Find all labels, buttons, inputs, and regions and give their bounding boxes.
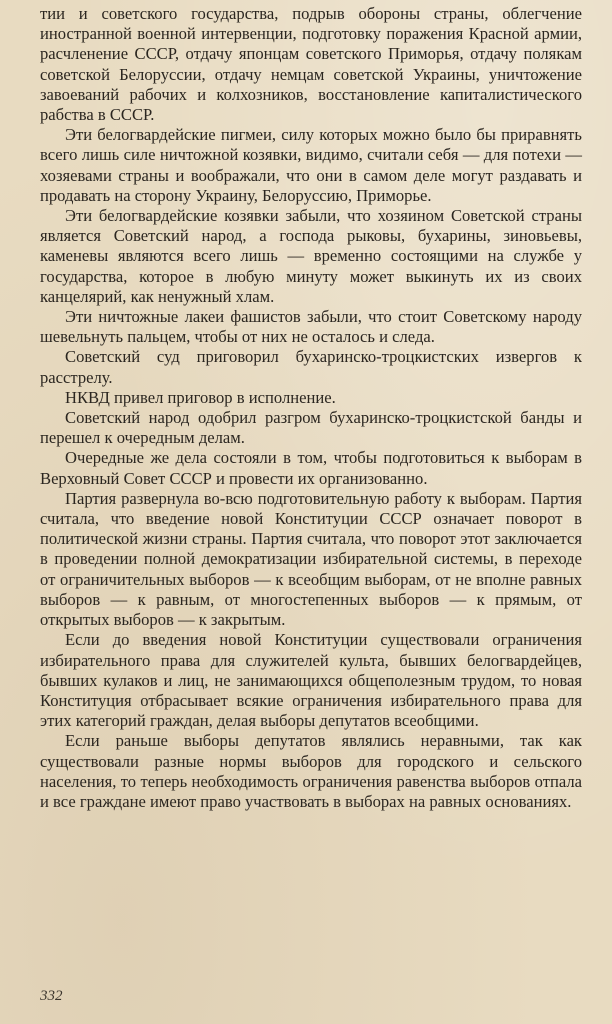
paragraph: Советский суд приговорил бухаринско-троцкистских извергов к расстрелу.	[40, 347, 582, 387]
paragraph: Советский народ одобрил разгром бухаринско-троцкистской банды и перешел к очередным делам.	[40, 408, 582, 448]
paragraph: тии и советского государства, подрыв обороны страны, облегчение иностранной военной интервенции, подготовку поражения Красной армии, расчленение СССР, отдачу японцам советского Приморья, отдачу полякам советской Белоруссии, отдачу немцам советской Украины, уничтожение завоеваний рабочих и колхозников, восстановление капиталистического рабства в СССР.	[40, 4, 582, 125]
paragraph: Партия развернула во-всю подготовительную работу к выборам. Партия считала, что введение новой Конституции СССР означает поворот в политической жизни страны. Партия считала, что поворот этот заключается в проведении полной демократизации избирательной системы, в переходе от ограничительных выборов — к всеобщим выборам, от не вполне равных выборов — к равным, от многостепенных выборов — к прямым, от открытых выборов — к закрытым.	[40, 488, 582, 630]
paragraph: Эти белогвардейские козявки забыли, что хозяином Советской страны является Советский народ, а господа рыковы, бухарины, зиновьевы, каменевы являются всего лишь — временно состоящими на службе у государства, которое в любую минуту может выкинуть их из своих канцелярий, как ненужный хлам.	[40, 206, 582, 306]
paragraph: Очередные же дела состояли в том, чтобы подготовиться к выборам в Верховный Совет СССР и провести их организованно.	[40, 448, 582, 488]
paragraph: НКВД привел приговор в исполнение.	[65, 387, 336, 407]
page-number: 332	[40, 988, 63, 1004]
paragraph: Если до введения новой Конституции существовали ограничения избирательного права для служителей культа, бывших белогвардейцев, бывших кулаков и лиц, не занимающихся общеполезным трудом, то новая Конституция отбрасывает всякие ограничения избирательного права для этих категорий граждан, делая выборы депутатов всеобщими.	[40, 630, 582, 731]
paragraph: Эти белогвардейские пигмеи, силу которых можно было бы приравнять всего лишь силе ничтожной козявки, видимо, считали себя — для потехи — хозяевами страны и воображали, что они в самом деле могут раздавать и продавать на сторону Украину, Белоруссию, Приморье.	[40, 125, 582, 205]
paragraph: Эти ничтожные лакеи фашистов забыли, что стоит Советскому народу шевельнуть пальцем, чтобы от них не осталось и следа.	[40, 307, 582, 347]
paragraph: Если раньше выборы депутатов являлись неравными, так как существовали разные нормы выборов для городского и сельского населения, то теперь необходимость ограничения равенства выборов отпала и все граждане имеют право участвовать в выборах на равных основаниях.	[40, 731, 582, 811]
